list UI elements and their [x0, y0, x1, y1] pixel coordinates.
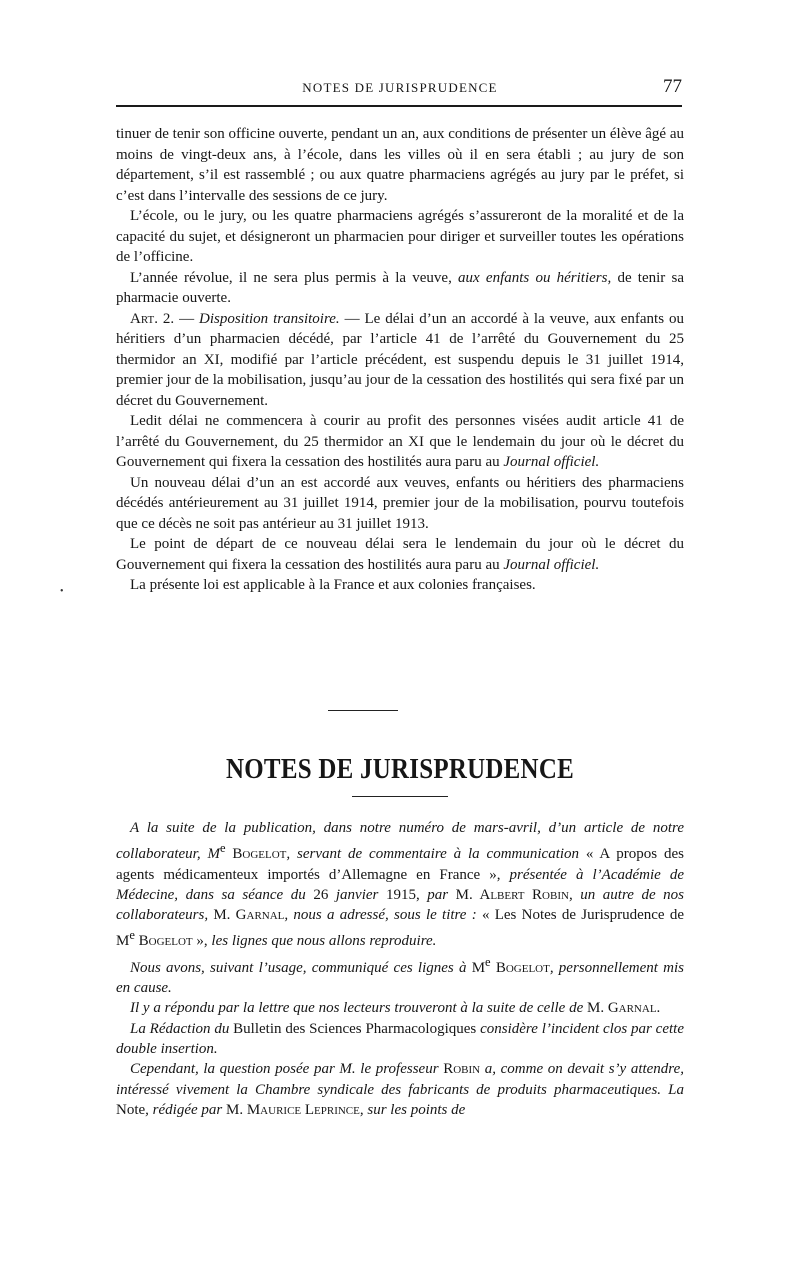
italic-run: La Rédaction du [130, 1020, 234, 1037]
paragraph-article-2 [116, 309, 684, 412]
paragraph: tinuer de tenir son officine ouverte, pendant un an, aux conditions de présenter un élève âgé au moins de vingt-deux ans, à l’école, dans les villes où il en sera établi ; au jury de son département, s’il est rassemblé ; ou aux quatre pharmaciens agrégés au jury par le préfet, si c’est dans l’intervalle des sessions de ce jury. [116, 126, 684, 204]
italic-run: a, comme on devait s’y attendre, intéressé vivement la Chambre syndicale des fabricants de produits pharmaceutiques. La [116, 1061, 684, 1098]
italic-run: , sur les points de [359, 1101, 466, 1118]
text-run: « Les Notes de Jurisprudence de M [116, 907, 684, 950]
paragraph [116, 411, 684, 473]
article-label: Art. 2. — [130, 310, 199, 327]
title-underline [352, 796, 448, 797]
text-run: L’année révolue, il ne sera plus permis à la veuve, [130, 269, 459, 286]
law-text [116, 124, 684, 596]
name-run: M. Maurice Leprince [226, 1101, 360, 1118]
paragraph: Un nouveau délai d’un an est accordé aux veuves, enfants ou héritiers des pharmaciens décédés antérieurement au 31 juillet 1914, premier jour de la mobilisation, pourvu toutefois que ce décès ne soit pas antérieur au 31 juillet 1913. [116, 474, 684, 532]
text-run: — Le délai d’un an accordé à la veuve, aux enfants ou héritiers d’un pharmacien décédé, par l’article 41 de l’arrêté du Gouvernement du 25 thermidor an XI, modifié par l’article précédent, est suspendu depuis le 31 juillet 1914, premier jour de la mobilisation, jusqu’au jour de la cessation des hostilités qui sera fixé par un décret du Gouvernement. [116, 310, 684, 409]
paragraph [116, 534, 684, 575]
name-run: Robin [443, 1061, 481, 1078]
text-run: Ledit délai ne commencera à courir au profit des personnes visées audit article 41 de l’arrêté du Gouvernement, du 25 thermidor an XI que le lendemain du jour où le décret du Gouvernement qui fixera la cessation des hostilités aura paru au [116, 413, 684, 470]
italic-run: Il y a répondu par la lettre que nos lecteurs trouveront à la suite de celle de [130, 1000, 587, 1017]
text-run: Le point de départ de ce nouveau délai sera le lendemain du jour où le décret du Gouvernement qui fixera la cessation des hostilités aura paru au [116, 536, 684, 573]
italic-run: A la suite de la publication, dans notre numéro de mars-avril, d’un article de notre collaborateur, M [116, 820, 684, 863]
page-number: 77 [663, 76, 682, 97]
italic-run: par [427, 886, 449, 903]
text-run: 26 [305, 886, 336, 903]
name-run: M. Garnal. [586, 1000, 661, 1017]
text-run: de tenir sa pharmacie ouverte. [116, 269, 684, 306]
paragraph [116, 952, 684, 999]
name-run: Bogelot [490, 959, 550, 976]
italic-run: les lignes que nous allons reproduire. [211, 933, 437, 950]
paragraph [116, 998, 684, 1018]
text-run: Note [116, 1101, 146, 1118]
italic-run: , personnellement mis en cause. [116, 959, 684, 997]
paragraph: L’école, ou le jury, ou les quatre pharmaciens agrégés s’assureront de la moralité et de la capacité du sujet, et désigneront un pharmacien pour diriger et surveiller toutes les opérations de l’officine. [116, 208, 684, 265]
text-run: « A propos des agents médicamenteux importés d’Allemagne en France », [116, 846, 684, 883]
italic-run: , servant de commentaire à la communication [286, 846, 580, 863]
italic-run: Nous avons, suivant l’usage, communiqué ces lignes à [130, 959, 472, 976]
italic-run: janvier [335, 886, 379, 903]
superscript: e [485, 954, 491, 969]
superscript: e [219, 841, 226, 856]
paragraph [116, 1059, 684, 1120]
italic-run: Journal officiel. [503, 454, 600, 470]
italic-run: Disposition transitoire. [199, 310, 340, 327]
name-run: Bogelot [225, 846, 287, 863]
text-run: M [471, 959, 486, 976]
italic-run: , nous a adressé, sous le titre : [284, 907, 482, 924]
italic-run: , un autre de nos collaborateurs, [116, 886, 685, 924]
text-run: 1915, [378, 886, 428, 903]
paragraph [116, 1019, 684, 1060]
notes-text [116, 818, 684, 1120]
text-run: Bulletin des Sciences Pharmacologiques [233, 1020, 477, 1037]
name-run: M. Garnal [208, 907, 285, 924]
name-run: Bogelot », [134, 933, 212, 950]
section-title: NOTES DE JURISPRUDENCE [226, 753, 574, 785]
paragraph [116, 818, 684, 952]
italic-run: présentée à l’Académie de Médecine, dans sa séance du [116, 866, 684, 903]
italic-run: aux enfants ou héritiers, [458, 269, 612, 286]
running-title: NOTES DE JURISPRUDENCE [302, 80, 498, 95]
paragraph: La présente loi est applicable à la France et aux colonies françaises. [130, 577, 536, 593]
paragraph [116, 268, 684, 309]
running-head [116, 76, 684, 102]
italic-run: Journal officiel. [503, 556, 600, 573]
margin-dot: • [60, 586, 64, 597]
name-run: M. Albert Robin [448, 886, 569, 903]
italic-run: Cependant, la question posée par M. le professeur [130, 1061, 444, 1078]
section-separator [328, 710, 398, 711]
italic-run: considère l’incident clos par cette double insertion. [116, 1020, 684, 1057]
superscript: e [129, 928, 135, 943]
italic-run: , rédigée par [145, 1101, 226, 1118]
header-rule [116, 105, 682, 107]
